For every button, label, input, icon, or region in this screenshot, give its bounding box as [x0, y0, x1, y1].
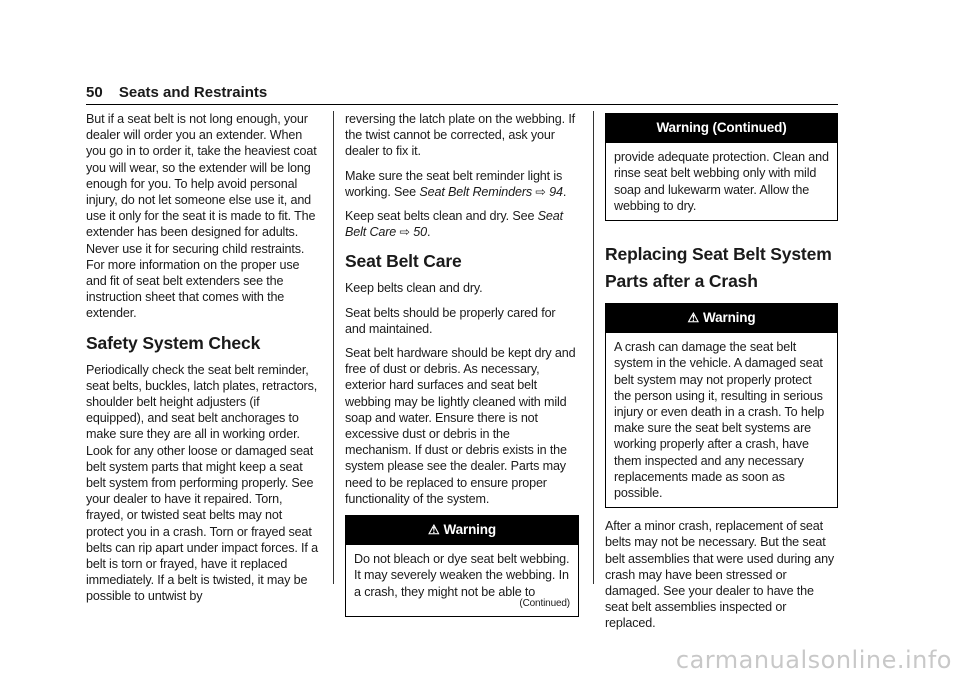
column-1: [86, 111, 320, 613]
paragraph: Seat belt hardware should be kept dry and free of dust or debris. As necessary, exterior hard surfaces and seat belt webbing may be lightly cleaned with mild soap and water. Ensure there is not excessive dust or debris in the mechanism. If dust or debris exists in the system please see the dealer. Parts may need to be replaced to ensure proper functionality of the system.: [345, 346, 576, 506]
section-heading: Seat Belt Care: [345, 251, 462, 272]
section-heading: Replacing Seat Belt System Parts after a Crash: [605, 244, 832, 292]
warning-header: [346, 516, 578, 545]
warning-box-continued: [605, 113, 838, 221]
column-divider: [593, 111, 594, 584]
section-title: Seats and Restraints: [118, 84, 268, 101]
paragraph: Keep belts clean and dry.: [345, 281, 483, 296]
page-reference[interactable]: 50: [413, 225, 427, 240]
column-divider: [333, 111, 334, 584]
warning-triangle-icon: ⚠: [687, 310, 700, 326]
arrow-icon: ⇨: [399, 225, 410, 240]
warning-triangle-icon: ⚠: [428, 522, 440, 538]
paragraph: Make sure the seat belt reminder light is working. See Seat Belt Reminders ⇨ 94.: [345, 168, 567, 199]
section-heading: Safety System Check: [86, 332, 261, 353]
watermark: carmanualsonline.info: [675, 646, 952, 674]
paragraph-text: Make sure the seat belt reminder light is working. See: [345, 168, 563, 199]
page-reference[interactable]: 94: [549, 184, 563, 199]
warning-box: [345, 515, 579, 617]
paragraph: After a minor crash, replacement of seat belts may not be necessary. But the seat belt assemblies that were used during any crash may have been stressed or damaged. See your dealer to have the seat belt assemblies inspected or replaced.: [605, 519, 835, 631]
column-2: [345, 111, 579, 627]
column-3: [605, 111, 838, 640]
cross-reference-link[interactable]: Seat Belt Care: [345, 209, 563, 240]
warning-header: [606, 304, 837, 333]
page-number: 50: [86, 84, 103, 101]
warning-title: Warning: [443, 522, 496, 538]
paragraph: reversing the latch plate on the webbing. If the twist cannot be corrected, ask your dealer to fix it.: [345, 112, 576, 159]
continued-label: (Continued): [519, 597, 570, 609]
warning-box: [605, 303, 838, 508]
warning-body: A crash can damage the seat belt system in the vehicle. A damaged seat belt system may not properly protect the person using it, resulting in serious injury or even death in a crash. To help make sure the seat belt systems are working properly after a crash, have them inspected and any necessary replacements made as soon as possible.: [614, 340, 825, 501]
warning-body: provide adequate protection. Clean and rinse seat belt webbing only with mild soap and lukewarm water. Allow the webbing to dry.: [614, 150, 829, 213]
paragraph: Seat belts should be properly cared for and maintained.: [345, 305, 556, 336]
warning-title: Warning: [703, 310, 756, 326]
warning-text: Do not bleach or dye seat belt webbing. It may severely weaken the webbing. In a crash, they might not be able to: [354, 552, 570, 599]
paragraph-text: Keep seat belts clean and dry. See: [345, 209, 538, 224]
paragraph: Keep seat belts clean and dry. See Seat Belt Care ⇨ 50.: [345, 209, 563, 240]
arrow-icon: ⇨: [535, 184, 546, 199]
warning-body: [346, 545, 578, 616]
cross-reference-link[interactable]: Seat Belt Reminders: [419, 184, 533, 199]
page-header: [86, 84, 838, 105]
warning-header: Warning (Continued): [606, 114, 837, 143]
paragraph: Periodically check the seat belt reminder, seat belts, buckles, latch plates, retractors, shoulder belt height adjusters (if equipped), and seat belt anchorages to make sure they are all in working order. Look for any other loose or damaged seat belt system parts that might keep a seat belt system from performing properly. See your dealer to have it repaired. Torn, frayed, or twisted seat belts may not protect you in a crash. Torn or frayed seat belts can rip apart under impact forces. If a belt is torn or frayed, have it replaced immediately. If a belt is twisted, it may be possible to untwist by: [86, 362, 318, 604]
paragraph: But if a seat belt is not long enough, your dealer will order you an extender. When you go in to order it, take the heaviest coat you will wear, so the extender will be long enough for you. To help avoid personal injury, do not let someone else use it, and use it only for the seat it is made to fit. The extender has been designed for adults. Never use it for securing child restraints. For more information on the proper use and fit of seat belt extenders see the instruction sheet that comes with the extender.: [86, 112, 317, 321]
